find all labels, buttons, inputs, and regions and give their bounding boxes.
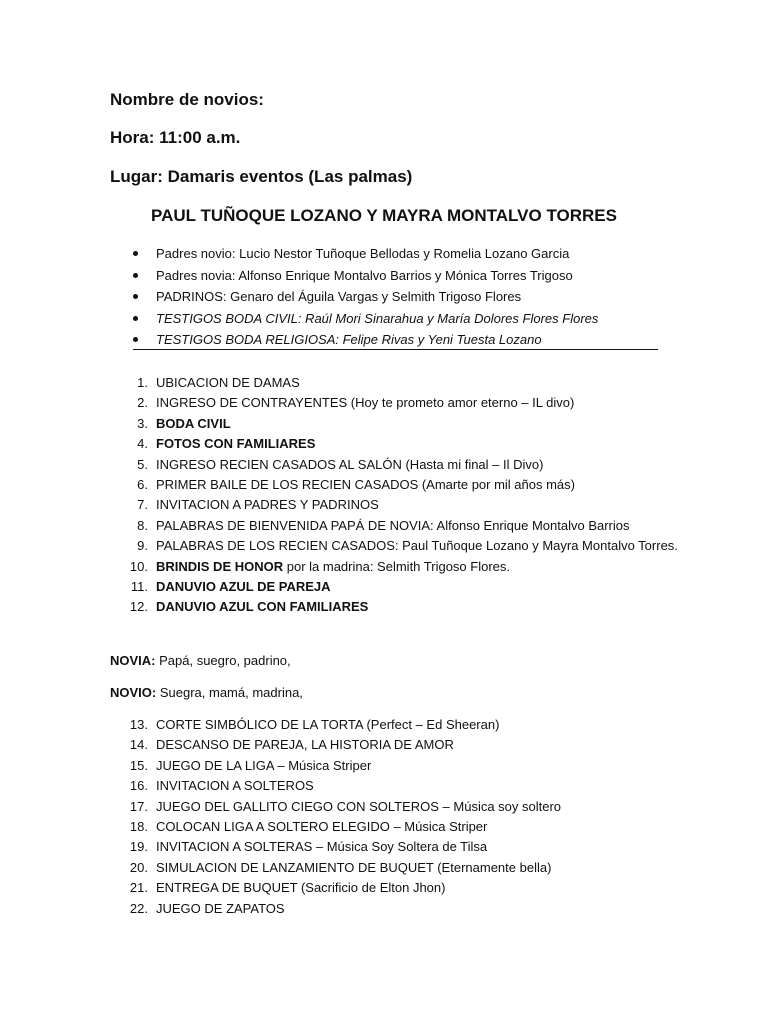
- header-couple-names: Nombre de novios:: [110, 90, 264, 109]
- list-item: [110, 797, 690, 817]
- program-list-2: [110, 715, 690, 919]
- list-item: [110, 776, 690, 796]
- list-item-text: INGRESO RECIEN CASADOS AL SALÓN (Hasta mi final – Il Divo): [156, 456, 544, 472]
- list-item-bold-text: FOTOS CON FAMILIARES: [156, 436, 316, 452]
- novia-text: Papá, suegro, padrino,: [155, 653, 291, 668]
- program-list-1: [110, 373, 690, 618]
- list-item-text: INVITACION A PADRES Y PADRINOS: [156, 497, 379, 513]
- list-item-text: JUEGO DE LA LIGA – Música Striper: [156, 757, 372, 773]
- list-item-text: por la madrina: Selmith Trigoso Flores.: [283, 558, 510, 574]
- list-item: [110, 557, 690, 577]
- page-title: PAUL TUÑOQUE LOZANO Y MAYRA MONTALVO TORRES: [151, 206, 617, 225]
- list-item: [110, 837, 690, 857]
- list-item-number: 17.: [129, 798, 148, 814]
- list-item-number: 6.: [137, 477, 148, 493]
- list-item-text: DESCANSO DE PAREJA, LA HISTORIA DE AMOR: [156, 737, 454, 753]
- novio-text: Suegra, mamá, madrina,: [156, 685, 303, 700]
- list-item: [110, 373, 690, 393]
- list-item-text: JUEGO DEL GALLITO CIEGO CON SOLTEROS – Música soy soltero: [156, 798, 562, 814]
- bullet-item: TESTIGOS BODA CIVIL: Raúl Mori Sinarahua y María Dolores Flores Flores: [133, 308, 673, 330]
- header-time: Hora: 11:00 a.m.: [110, 128, 241, 147]
- list-item-number: 8.: [137, 517, 148, 533]
- list-item-number: 21.: [129, 880, 148, 896]
- list-item-number: 22.: [129, 900, 148, 916]
- list-item-text: PALABRAS DE BIENVENIDA PAPÁ DE NOVIA: Alfonso Enrique Montalvo Barrios: [156, 517, 630, 533]
- list-item-number: 16.: [129, 778, 148, 794]
- list-item: [110, 414, 690, 434]
- list-item-bold-text: BRINDIS DE HONOR: [156, 558, 284, 574]
- header-venue: Lugar: Damaris eventos (Las palmas): [110, 167, 413, 186]
- bullet-item: TESTIGOS BODA RELIGIOSA: Felipe Rivas y Yeni Tuesta Lozano: [133, 329, 673, 351]
- list-item-number: 11.: [130, 579, 148, 595]
- list-item: [110, 536, 690, 556]
- list-item-number: 5.: [137, 456, 148, 472]
- list-item-bold-text: DANUVIO AZUL CON FAMILIARES: [156, 599, 369, 615]
- list-item-number: 10.: [129, 558, 148, 574]
- list-item-text: SIMULACION DE LANZAMIENTO DE BUQUET (Eternamente bella): [156, 859, 552, 875]
- list-item: [110, 878, 690, 898]
- list-item-number: 15.: [129, 757, 148, 773]
- list-item-text: JUEGO DE ZAPATOS: [156, 900, 285, 916]
- list-item-number: 3.: [137, 415, 148, 431]
- list-item: [110, 495, 690, 515]
- bullet-item: Padres novia: Alfonso Enrique Montalvo Barrios y Mónica Torres Trigoso: [133, 265, 673, 287]
- list-item-number: 9.: [137, 538, 148, 554]
- novio-line: [110, 683, 303, 703]
- list-item: [110, 597, 690, 617]
- list-item-text: PRIMER BAILE DE LOS RECIEN CASADOS (Amarte por mil años más): [156, 477, 575, 493]
- list-item: [110, 756, 690, 776]
- novio-label: NOVIO:: [110, 685, 157, 700]
- novia-line: [110, 651, 291, 671]
- list-item-text: INGRESO DE CONTRAYENTES (Hoy te prometo amor eterno – IL divo): [156, 395, 575, 411]
- divider: [133, 349, 658, 350]
- list-item-number: 2.: [137, 395, 148, 411]
- list-item: [110, 434, 690, 454]
- list-item-text: CORTE SIMBÓLICO DE LA TORTA (Perfect – Ed Sheeran): [156, 717, 500, 732]
- list-item: [110, 475, 690, 495]
- bullet-list: [133, 243, 673, 351]
- list-item-number: 1.: [137, 375, 148, 390]
- list-item: [110, 735, 690, 755]
- list-item: [110, 516, 690, 536]
- list-item: [110, 715, 690, 735]
- list-item: [110, 455, 690, 475]
- list-item-number: 18.: [129, 819, 148, 835]
- list-item-bold-text: DANUVIO AZUL DE PAREJA: [156, 579, 331, 595]
- list-item-number: 7.: [137, 497, 148, 513]
- list-item-text: INVITACION A SOLTERAS – Música Soy Soltera de Tilsa: [156, 839, 488, 855]
- list-item-number: 13.: [129, 717, 148, 732]
- list-item: [110, 817, 690, 837]
- list-item-text: ENTREGA DE BUQUET (Sacrificio de Elton Jhon): [156, 880, 446, 896]
- bullet-item: PADRINOS: Genaro del Águila Vargas y Selmith Trigoso Flores: [133, 286, 673, 308]
- list-item-number: 19.: [129, 839, 148, 855]
- list-item-text: PALABRAS DE LOS RECIEN CASADOS: Paul Tuñoque Lozano y Mayra Montalvo Torres.: [156, 538, 678, 554]
- list-item: [110, 858, 690, 878]
- list-item-bold-text: BODA CIVIL: [156, 415, 231, 431]
- list-item: [110, 899, 690, 919]
- list-item-text: COLOCAN LIGA A SOLTERO ELEGIDO – Música Striper: [156, 819, 488, 835]
- list-item-number: 20.: [129, 859, 148, 875]
- list-item-text: UBICACION DE DAMAS: [156, 375, 300, 390]
- list-item-number: 4.: [137, 436, 148, 452]
- list-item: [110, 393, 690, 413]
- bullet-item: Padres novio: Lucio Nestor Tuñoque Bellodas y Romelia Lozano Garcia: [133, 243, 673, 265]
- list-item-number: 12.: [129, 599, 148, 615]
- list-item-text: INVITACION A SOLTEROS: [156, 778, 314, 794]
- list-item: [110, 577, 690, 597]
- novia-label: NOVIA:: [110, 653, 156, 668]
- list-item-number: 14.: [129, 737, 148, 753]
